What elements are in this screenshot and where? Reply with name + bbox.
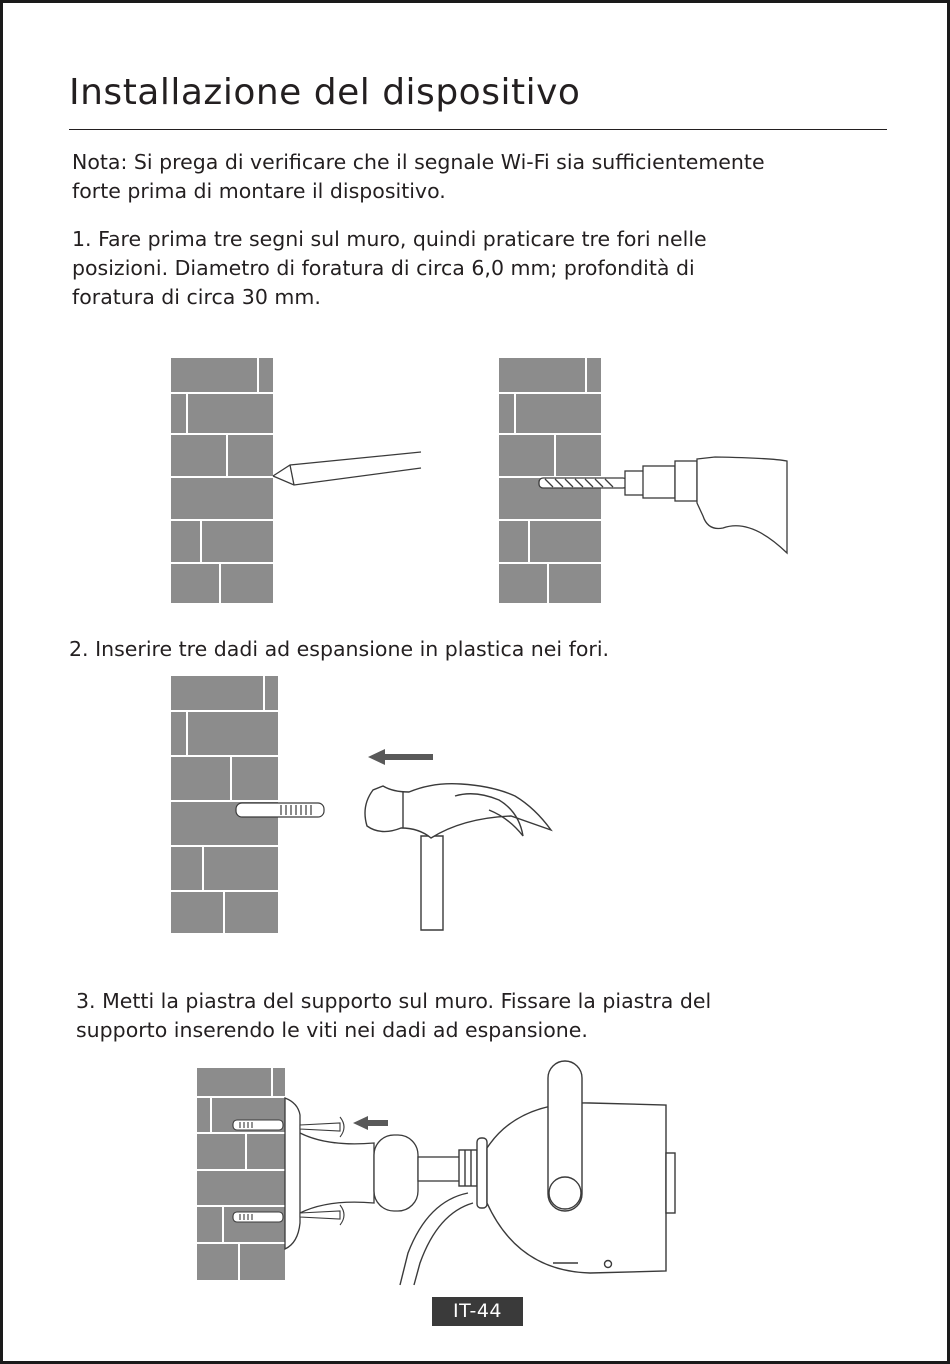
screw-icon	[300, 1117, 344, 1225]
step-1-line: posizioni. Diametro di foratura di circa 6,0 mm; profondità di	[72, 256, 695, 280]
direction-arrow-icon	[368, 749, 433, 765]
direction-arrow-icon	[353, 1116, 388, 1130]
step-3-mounting-figure	[188, 1053, 688, 1288]
note-line: forte prima di montare il dispositivo.	[72, 179, 446, 203]
page-number-badge: IT-44	[432, 1297, 523, 1326]
step-2-line: 2. Inserire tre dadi ad espansione in plastica nei fori.	[69, 637, 610, 661]
brick-wall-icon	[197, 1068, 285, 1280]
note-paragraph	[72, 148, 765, 206]
step-3-text	[76, 987, 711, 1045]
title-divider	[69, 129, 887, 130]
note-line: Nota: Si prega di verificare che il segnale Wi-Fi sia sufficientemente	[72, 150, 765, 174]
step-1-text	[72, 225, 707, 312]
step-1-marking-figure	[153, 348, 433, 613]
step-1-drilling-figure	[483, 348, 803, 613]
step-1-line: 1. Fare prima tre segni sul muro, quindi praticare tre fori nelle	[72, 227, 707, 251]
step-2-text	[69, 635, 609, 664]
hammer-icon	[365, 784, 551, 930]
step-3-line: 3. Metti la piastra del supporto sul muro. Fissare la piastra del	[76, 989, 712, 1013]
step-2-anchor-figure	[163, 668, 563, 943]
step-3-line: supporto inserendo le viti nei dadi ad espansione.	[76, 1018, 588, 1042]
wall-anchor-icon	[236, 803, 324, 817]
brick-wall-icon	[171, 358, 273, 603]
step-1-line: foratura di circa 30 mm.	[72, 285, 321, 309]
marker-pen-icon	[273, 452, 421, 485]
page-title: Installazione del dispositivo	[69, 72, 581, 113]
